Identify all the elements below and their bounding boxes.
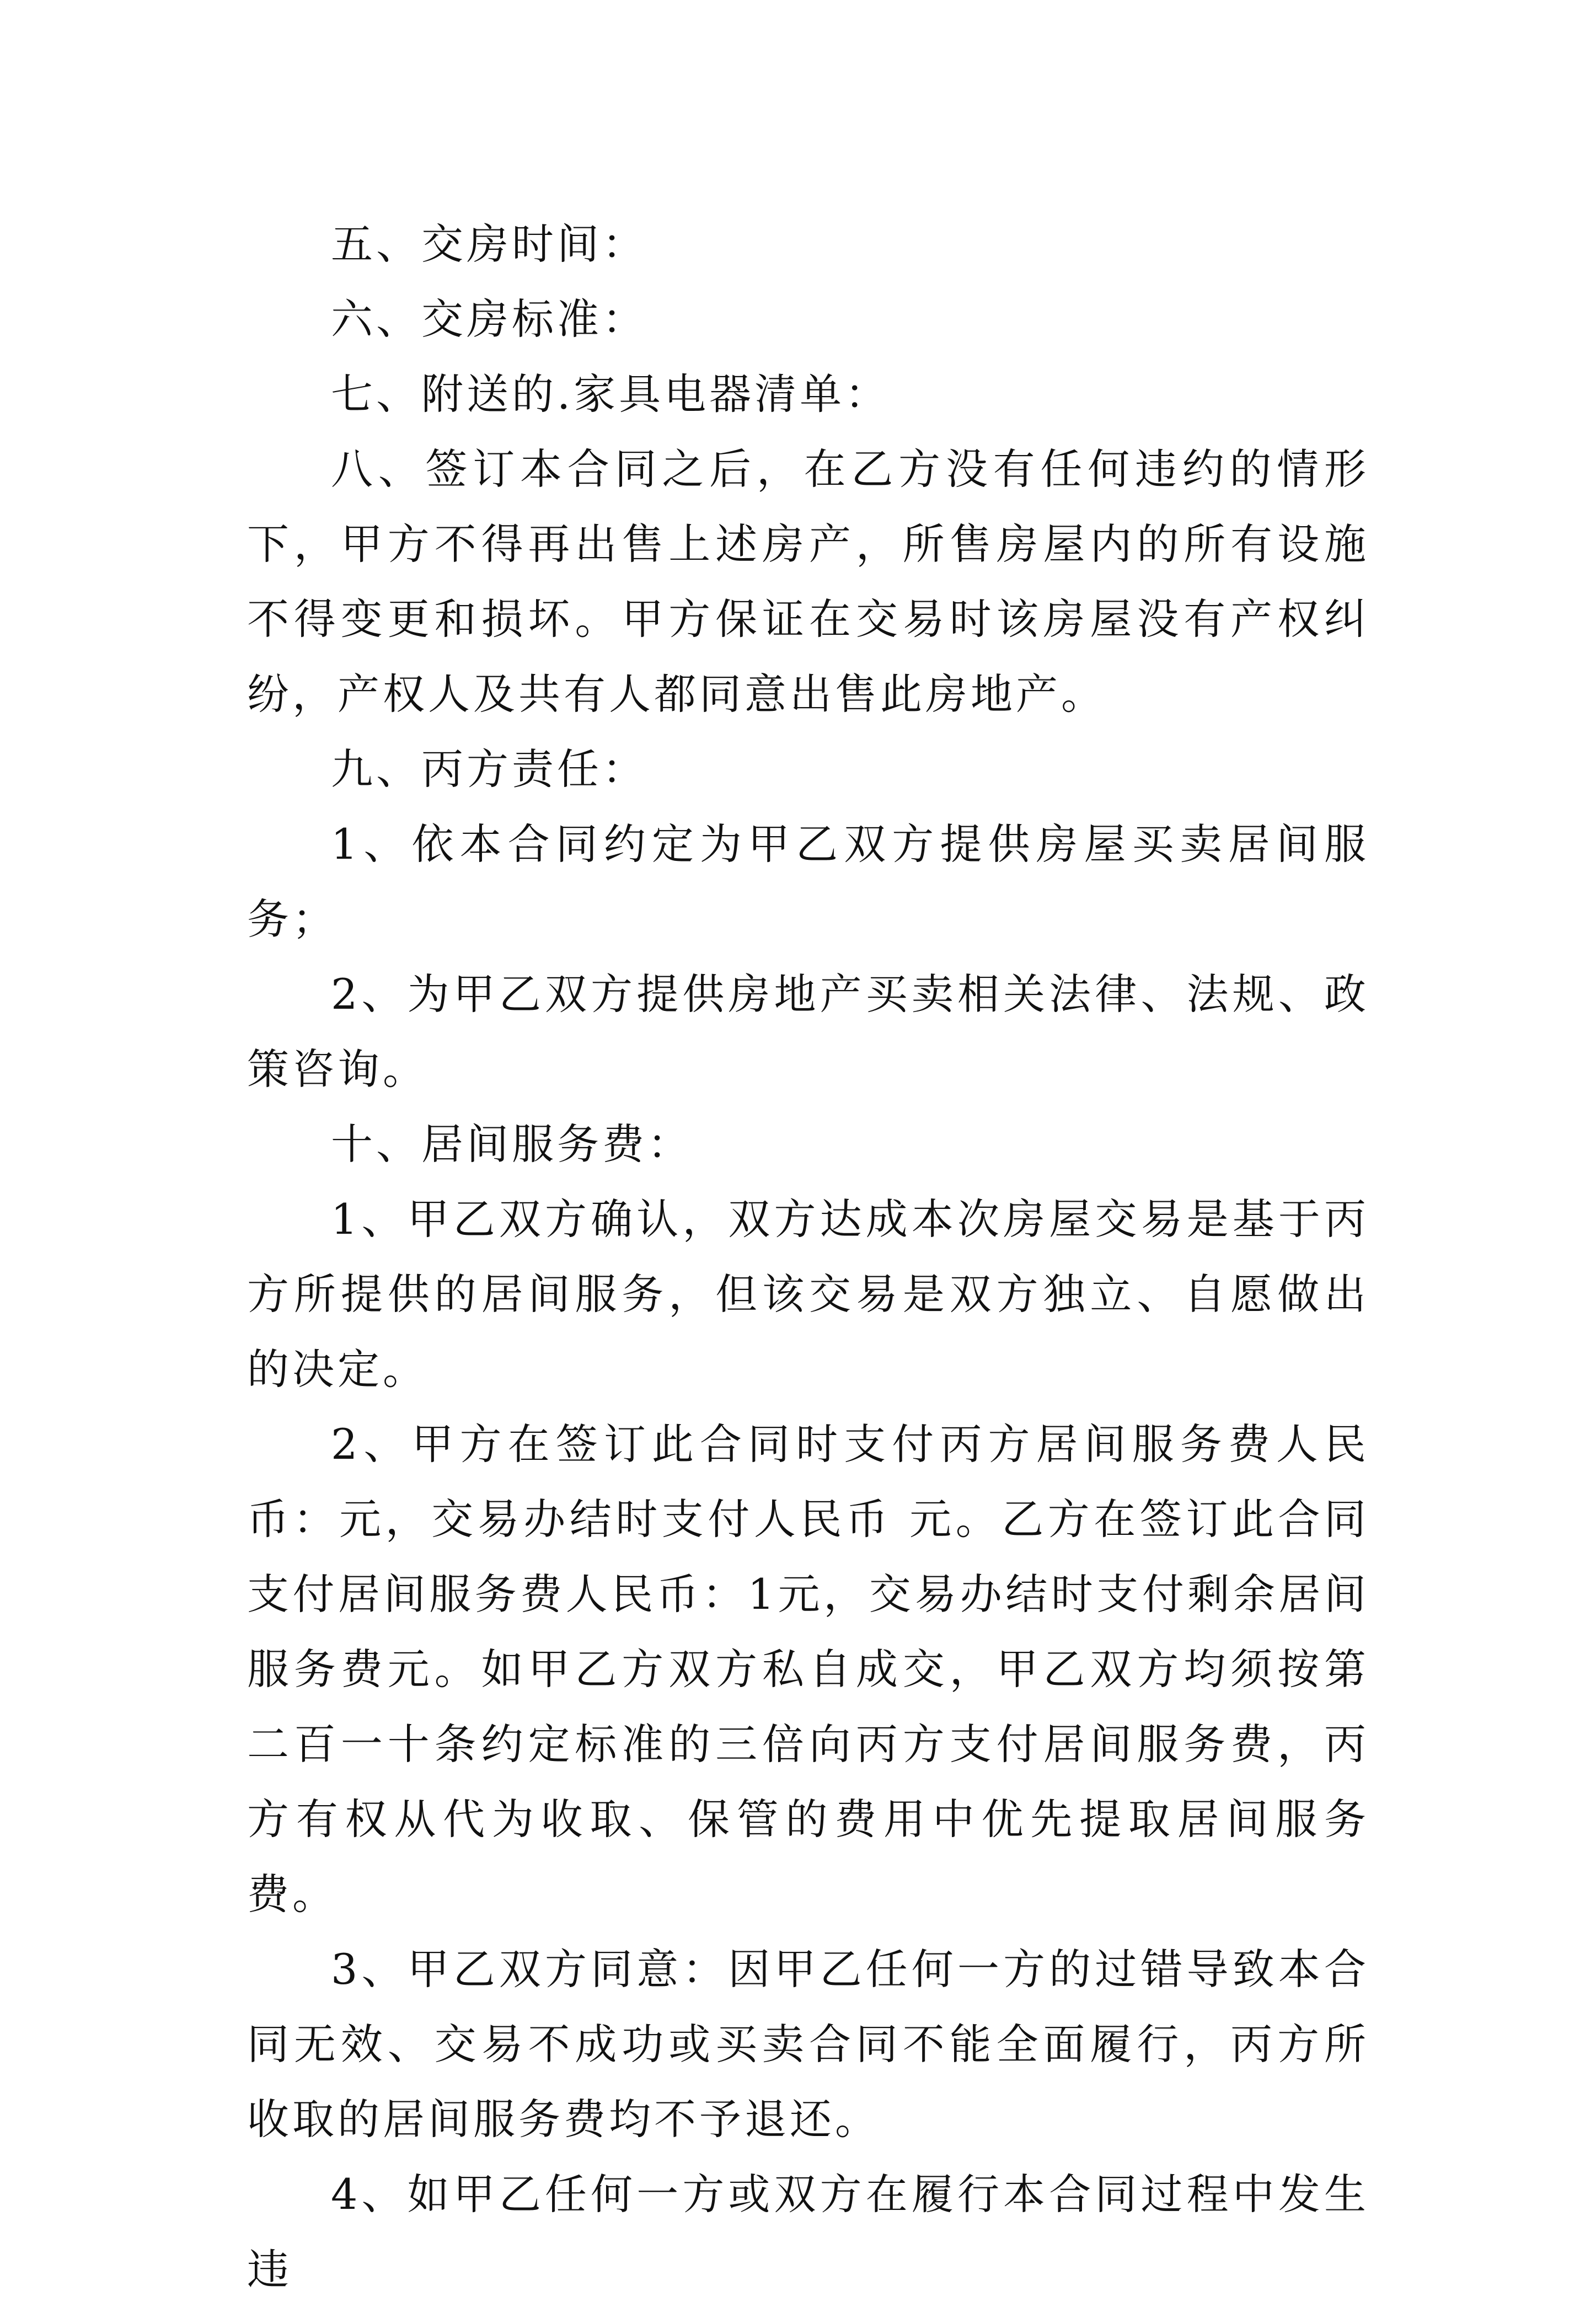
clause-10-item-2: 2、甲方在签订此合同时支付丙方居间服务费人民币：元，交易办结时支付人民币 元。乙方在签订此合同支付居间服务费人民币：1元，交易办结时支付剩余居间服务费元。如甲乙方双方私自成交，甲乙双方均须按第二百一十条约定标准的三倍向丙方支付居间服务费，丙方有权从代为收取、保管的费用中优先提取居间服务费。	[247, 1420, 1369, 1919]
clause-10-item-1: 1、甲乙双方确认，双方达成本次房屋交易是基于丙方所提供的居间服务，但该交易是双方独立、自愿做出的决定。	[247, 1195, 1369, 1394]
document-page	[247, 207, 1369, 2307]
clause-10-item-3: 3、甲乙双方同意：因甲乙任何一方的过错导致本合同无效、交易不成功或买卖合同不能全面履行，丙方所收取的居间服务费均不予退还。	[247, 1945, 1369, 2144]
clause-9-item-2: 2、为甲乙双方提供房地产买卖相关法律、法规、政策咨询。	[247, 970, 1369, 1094]
clause-7-furniture-list: 七、附送的.家具电器清单：	[331, 370, 891, 419]
clause-10-service-fee: 十、居间服务费：	[331, 1120, 693, 1169]
clause-9-party-c-duties: 九、丙方责任：	[331, 745, 647, 794]
clause-9-item-1: 1、依本合同约定为甲乙双方提供房屋买卖居间服务；	[247, 820, 1369, 944]
clause-8-no-resale: 八、签订本合同之后，在乙方没有任何违约的情形下，甲方不得再出售上述房产，所售房屋内的所有设施不得变更和损坏。甲方保证在交易时该房屋没有产权纠纷，产权人及共有人都同意出售此房地产。	[247, 445, 1369, 719]
clause-10-item-4: 4、如甲乙任何一方或双方在履行本合同过程中发生违	[247, 2170, 1369, 2294]
clause-6-delivery-standard: 六、交房标准：	[331, 295, 647, 344]
clause-5-delivery-time: 五、交房时间：	[331, 220, 647, 269]
